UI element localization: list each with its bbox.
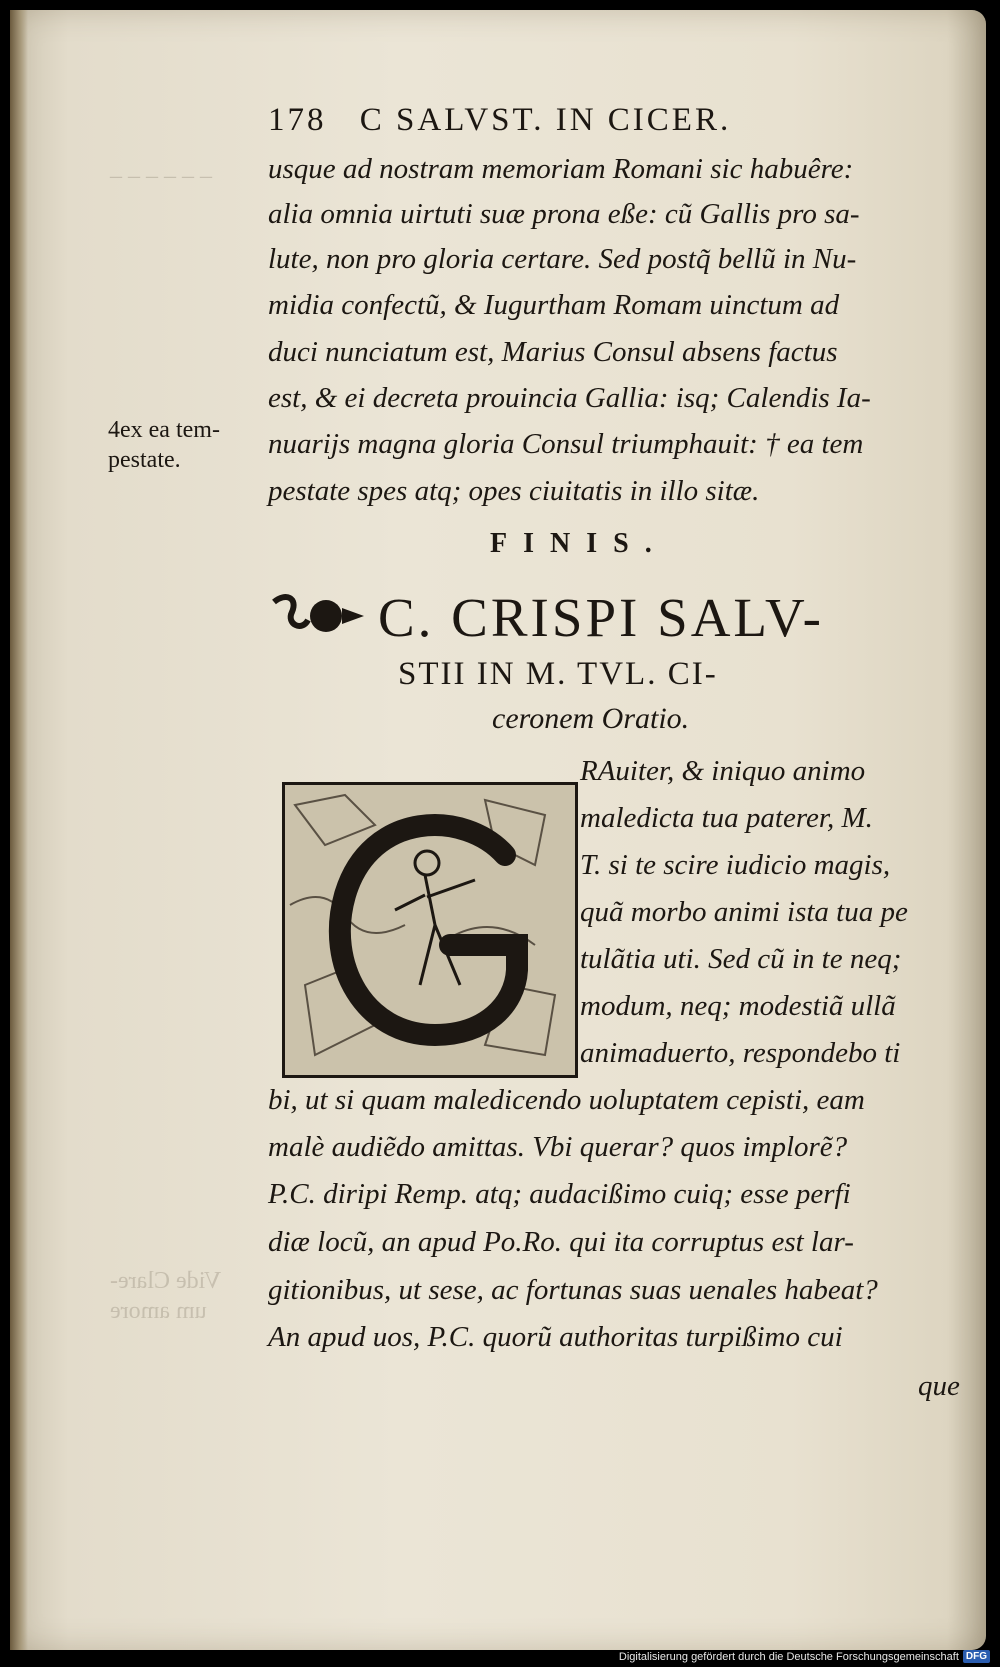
page-number: 178 xyxy=(268,102,327,138)
text-line: midia confectũ, & Iugurtham Romam uinctum ad xyxy=(268,289,840,321)
show-through-text: um amore xyxy=(110,1298,207,1324)
text-line: quã morbo animi ista tua pe xyxy=(580,896,908,928)
oration-title-line3: ceronem Oratio. xyxy=(492,702,690,735)
margin-note-line: pestate. xyxy=(108,447,181,473)
text-line: tulãtia uti. Sed cũ in te neq; xyxy=(580,943,902,975)
text-line: animaduerto, respondebo ti xyxy=(580,1037,901,1069)
margin-note-line: 4ex ea tem- xyxy=(108,417,220,443)
woodcut-initial xyxy=(282,782,578,1078)
text-line: pestate spes atq; opes ciuitatis in illo sitæ. xyxy=(268,475,760,507)
text-line: bi, ut si quam maledicendo uoluptatem cepisti, eam xyxy=(268,1084,865,1116)
text-line: nuarijs magna gloria Consul triumphauit: † ea tem xyxy=(268,428,864,460)
text-line: est, & ei decreta prouincia Gallia: isq; Calendis Ia- xyxy=(268,382,871,414)
dfg-logo-icon: DFG xyxy=(963,1650,990,1663)
oration-title-line2: STII IN M. TVL. CI- xyxy=(398,656,718,692)
fleuron-ornament-icon xyxy=(268,588,368,644)
page-gutter xyxy=(10,10,28,1650)
footer-text: Digitalisierung gefördert durch die Deutsche Forschungsgemeinschaft xyxy=(618,1650,959,1663)
text-line: gitionibus, ut sese, ac fortunas suas uenales habeat? xyxy=(268,1274,878,1306)
text-line: alia omnia uirtuti suæ prona eße: cũ Gallis pro sa- xyxy=(268,198,860,230)
text-line: diæ locũ, an apud Po.Ro. qui ita corruptus est lar- xyxy=(268,1226,854,1258)
text-line: maledicta tua paterer, M. xyxy=(580,802,873,834)
text-line: duci nunciatum est, Marius Consul absens factus xyxy=(268,336,838,368)
running-header xyxy=(268,102,908,139)
text-line: RAuiter, & iniquo animo xyxy=(580,755,866,787)
finis-mark: FINIS. xyxy=(490,528,668,559)
show-through-text: Vide Clare- xyxy=(110,1268,222,1294)
text-line: usque ad nostram memoriam Romani sic habuêre: xyxy=(268,153,854,185)
show-through-text: _ _ _ _ _ _ xyxy=(110,155,212,181)
text-line: P.C. diripi Remp. atq; audacißimo cuiq; esse perfi xyxy=(268,1178,851,1210)
digitization-footer xyxy=(619,1650,990,1663)
text-line: malè audiẽdo amittas. Vbi querar? quos implorẽ? xyxy=(268,1131,848,1163)
text-line: lute, non pro gloria certare. Sed postq̃ bellũ in Nu- xyxy=(268,243,857,275)
text-line: An apud uos, P.C. quorũ authoritas turpißimo cui xyxy=(268,1321,843,1353)
text-line: T. si te scire iudicio magis, xyxy=(580,849,891,881)
catchword: que xyxy=(918,1370,960,1402)
running-title: C SALVST. IN CICER. xyxy=(359,102,732,138)
oration-title-line1: C. CRISPI SALV- xyxy=(378,587,824,648)
text-line: modum, neq; modestiã ullã xyxy=(580,990,896,1022)
decorated-woodcut-initial-icon xyxy=(285,785,575,1075)
